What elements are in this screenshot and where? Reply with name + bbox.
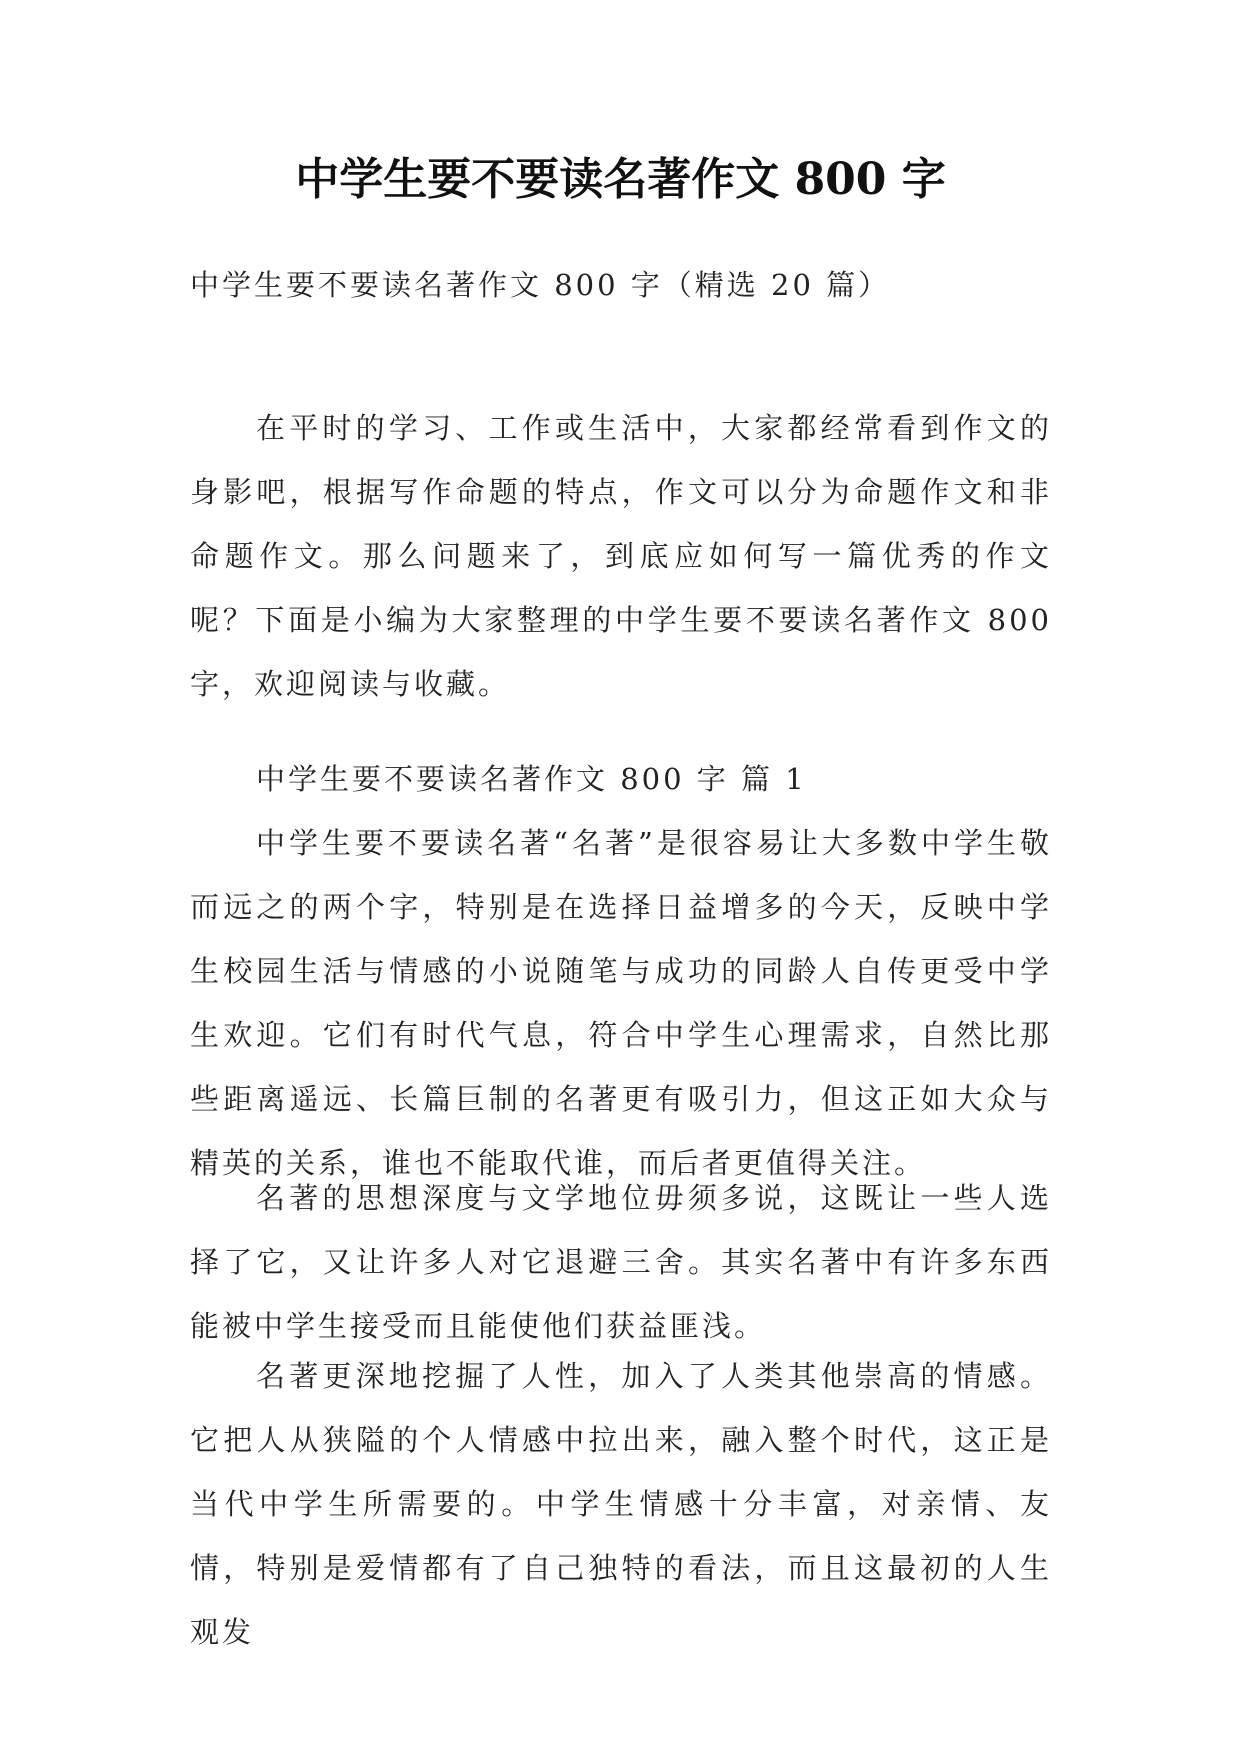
body-paragraph-3: 名著更深地挖掘了人性，加入了人类其他崇高的情感。它把人从狭隘的个人情感中拉出来，融入整个时代，这正是当代中学生所需要的。中学生情感十分丰富，对亲情、友情，特别是爱情都有了自己独特的看法，而且这最初的人生观发 <box>190 1359 1052 1649</box>
document-title: 中学生要不要读名著作文 800 字 <box>295 154 946 205</box>
document-subtitle: 中学生要不要读名著作文 800 字（精选 20 篇） <box>190 268 891 302</box>
body-paragraph-2: 名著的思想深度与文学地位毋须多说，这既让一些人选择了它，又让许多人对它退避三舍。其实名著中有许多东西能被中学生接受而且能使他们获益匪浅。 <box>190 1181 1052 1343</box>
section-heading: 中学生要不要读名著作文 800 字 篇 1 <box>256 762 807 796</box>
body-paragraph-1: 中学生要不要读名著“名著”是很容易让大多数中学生敬而远之的两个字，特别是在选择日益增多的今天，反映中学生校园生活与情感的小说随笔与成功的同龄人自传更受中学生欢迎。它们有时代气息，符合中学生心理需求，自然比那些距离遥远、长篇巨制的名著更有吸引力，但这正如大众与精英的关系，谁也不能取代谁，而后者更值得关注。 <box>190 826 1052 1180</box>
intro-paragraph: 在平时的学习、工作或生活中，大家都经常看到作文的身影吧，根据写作命题的特点，作文可以分为命题作文和非命题作文。那么问题来了，到底应如何写一篇优秀的作文呢？下面是小编为大家整理的中学生要不要读名著作文 800 字，欢迎阅读与收藏。 <box>190 411 1052 701</box>
